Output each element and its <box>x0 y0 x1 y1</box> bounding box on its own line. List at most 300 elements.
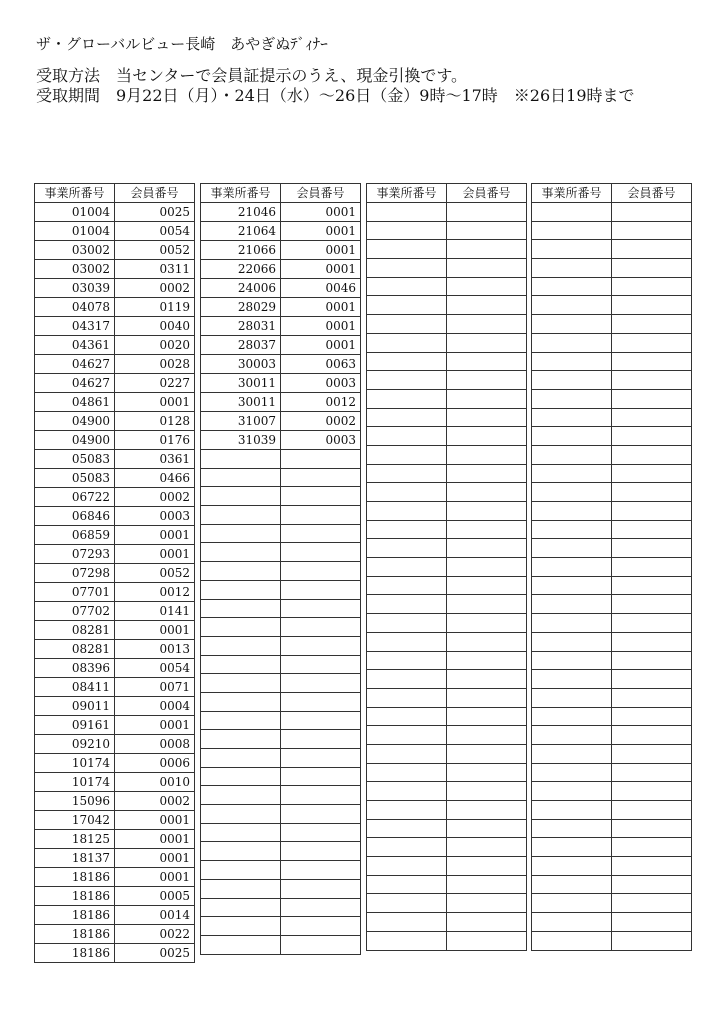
table-row <box>532 632 692 651</box>
office-number-cell <box>367 371 447 390</box>
member-number-cell <box>612 240 692 259</box>
office-number-cell <box>201 506 281 525</box>
table-row <box>532 502 692 521</box>
member-table-2 <box>200 183 361 955</box>
office-number-cell: 30011 <box>201 374 281 393</box>
table-row <box>35 944 195 963</box>
member-number-cell: 0001 <box>281 298 361 317</box>
document-title: ザ・グローバルビュー長崎 あやぎぬﾃﾞｨﾅｰ <box>36 35 328 53</box>
member-number-cell <box>612 801 692 820</box>
member-number-cell <box>447 277 527 296</box>
table-row <box>35 279 195 298</box>
member-number-cell <box>612 913 692 932</box>
office-number-cell <box>532 632 612 651</box>
member-number-cell <box>612 333 692 352</box>
office-number-cell: 18186 <box>35 887 115 906</box>
table-row <box>201 412 361 431</box>
table-row <box>367 464 527 483</box>
member-number-cell <box>612 502 692 521</box>
office-column-header: 事業所番号 <box>532 184 612 203</box>
table-row <box>367 838 527 857</box>
member-number-cell: 0001 <box>115 830 195 849</box>
table-row <box>367 427 527 446</box>
office-number-cell <box>367 651 447 670</box>
table-row <box>201 823 361 842</box>
table-row <box>532 221 692 240</box>
member-number-cell <box>612 707 692 726</box>
member-number-cell <box>281 879 361 898</box>
table-row <box>35 336 195 355</box>
office-number-cell <box>532 670 612 689</box>
office-number-cell <box>532 763 612 782</box>
member-number-cell: 0012 <box>281 393 361 412</box>
member-number-cell <box>612 389 692 408</box>
member-number-cell: 0002 <box>115 488 195 507</box>
member-number-cell: 0001 <box>281 203 361 222</box>
table-row <box>201 222 361 241</box>
table-row <box>532 595 692 614</box>
office-number-cell <box>201 730 281 749</box>
office-number-cell: 28031 <box>201 317 281 336</box>
member-number-cell <box>447 371 527 390</box>
table-row <box>201 655 361 674</box>
member-number-cell <box>612 632 692 651</box>
member-number-cell: 0001 <box>115 716 195 735</box>
table-row <box>367 763 527 782</box>
member-number-cell <box>612 315 692 334</box>
office-number-cell <box>201 711 281 730</box>
table-row <box>367 558 527 577</box>
member-number-cell <box>447 688 527 707</box>
table-row <box>35 431 195 450</box>
member-number-cell <box>447 857 527 876</box>
table-row <box>367 371 527 390</box>
member-number-cell <box>612 614 692 633</box>
table-row <box>35 716 195 735</box>
office-number-cell <box>367 838 447 857</box>
member-number-cell <box>612 520 692 539</box>
member-number-cell <box>281 842 361 861</box>
table-row <box>201 805 361 824</box>
member-number-cell <box>447 203 527 222</box>
member-number-cell <box>447 259 527 278</box>
office-number-cell <box>367 464 447 483</box>
member-number-cell: 0002 <box>115 279 195 298</box>
member-number-cell <box>281 636 361 655</box>
office-number-cell: 09011 <box>35 697 115 716</box>
office-number-cell <box>201 842 281 861</box>
table-row <box>201 674 361 693</box>
member-number-cell <box>281 524 361 543</box>
office-number-cell <box>367 483 447 502</box>
office-number-cell <box>367 203 447 222</box>
table-row <box>367 595 527 614</box>
table-row <box>367 651 527 670</box>
table-row <box>35 868 195 887</box>
member-number-cell: 0001 <box>115 526 195 545</box>
table-row <box>201 599 361 618</box>
table-row <box>367 726 527 745</box>
office-number-cell <box>367 520 447 539</box>
office-number-cell: 30003 <box>201 355 281 374</box>
table-row <box>367 931 527 950</box>
office-number-cell <box>367 277 447 296</box>
table-row <box>35 735 195 754</box>
office-number-cell <box>532 389 612 408</box>
table-row <box>532 651 692 670</box>
table-row <box>35 450 195 469</box>
table-row <box>201 487 361 506</box>
member-number-cell: 0014 <box>115 906 195 925</box>
office-number-cell <box>367 539 447 558</box>
member-number-cell <box>612 221 692 240</box>
office-number-cell <box>367 427 447 446</box>
table-row <box>367 913 527 932</box>
office-number-cell <box>367 763 447 782</box>
member-number-cell <box>612 894 692 913</box>
member-number-cell: 0046 <box>281 279 361 298</box>
table-row <box>35 773 195 792</box>
office-number-cell <box>532 539 612 558</box>
member-number-cell <box>447 483 527 502</box>
member-number-cell <box>612 875 692 894</box>
table-row <box>367 352 527 371</box>
member-number-cell <box>612 838 692 857</box>
office-number-cell <box>367 857 447 876</box>
office-number-cell <box>532 371 612 390</box>
member-number-cell: 0001 <box>281 241 361 260</box>
office-number-cell <box>367 931 447 950</box>
table-row <box>532 520 692 539</box>
member-number-cell <box>281 823 361 842</box>
member-number-cell <box>281 861 361 880</box>
table-row <box>35 602 195 621</box>
table-row <box>532 427 692 446</box>
office-number-cell <box>367 744 447 763</box>
table-row <box>201 450 361 469</box>
office-number-cell <box>367 221 447 240</box>
member-number-cell: 0002 <box>281 412 361 431</box>
member-number-cell <box>447 333 527 352</box>
office-number-cell <box>532 464 612 483</box>
table-row <box>532 894 692 913</box>
table-row <box>367 502 527 521</box>
table-row <box>367 801 527 820</box>
table-row <box>35 222 195 241</box>
office-number-cell <box>201 786 281 805</box>
pickup-method: 受取方法 当センターで会員証提示のうえ、現金引換です。 <box>36 66 468 85</box>
table-row <box>367 875 527 894</box>
member-number-cell: 0001 <box>281 317 361 336</box>
office-number-cell <box>532 221 612 240</box>
office-number-cell: 04361 <box>35 336 115 355</box>
table-row <box>201 730 361 749</box>
table-row <box>35 545 195 564</box>
member-number-cell <box>612 371 692 390</box>
member-number-cell: 0040 <box>115 317 195 336</box>
table-row <box>367 296 527 315</box>
office-number-cell <box>201 767 281 786</box>
member-number-cell <box>612 408 692 427</box>
member-number-cell <box>447 464 527 483</box>
office-number-cell <box>201 636 281 655</box>
office-number-cell: 09210 <box>35 735 115 754</box>
table-row <box>532 539 692 558</box>
office-number-cell: 22066 <box>201 260 281 279</box>
member-number-cell <box>447 595 527 614</box>
office-number-cell <box>201 450 281 469</box>
table-row <box>367 445 527 464</box>
member-number-cell <box>447 707 527 726</box>
member-number-cell: 0003 <box>281 374 361 393</box>
member-number-cell <box>612 558 692 577</box>
office-number-cell: 07298 <box>35 564 115 583</box>
table-row <box>201 260 361 279</box>
member-number-cell <box>612 931 692 950</box>
office-number-cell <box>532 838 612 857</box>
table-row <box>201 767 361 786</box>
office-number-cell <box>201 655 281 674</box>
office-number-cell <box>201 917 281 936</box>
office-number-cell <box>367 875 447 894</box>
office-number-cell <box>532 782 612 801</box>
table-row <box>201 279 361 298</box>
member-number-cell <box>447 744 527 763</box>
member-number-cell: 0001 <box>115 849 195 868</box>
table-header-row <box>367 184 527 203</box>
office-number-cell <box>532 315 612 334</box>
table-row <box>35 678 195 697</box>
member-number-cell <box>612 352 692 371</box>
table-row <box>35 355 195 374</box>
table-row <box>201 317 361 336</box>
member-number-cell <box>447 838 527 857</box>
member-table-3 <box>366 183 527 951</box>
office-number-cell <box>367 408 447 427</box>
member-number-cell <box>447 315 527 334</box>
member-number-cell <box>612 670 692 689</box>
table-row <box>35 298 195 317</box>
member-number-cell: 0311 <box>115 260 195 279</box>
member-number-cell <box>281 655 361 674</box>
office-number-cell <box>532 819 612 838</box>
table-row <box>35 640 195 659</box>
office-number-cell <box>201 562 281 581</box>
table-row <box>367 819 527 838</box>
table-row <box>367 520 527 539</box>
member-number-cell: 0010 <box>115 773 195 792</box>
office-number-cell <box>367 801 447 820</box>
table-row <box>367 277 527 296</box>
office-number-cell <box>532 576 612 595</box>
member-table-4 <box>531 183 692 951</box>
office-number-cell <box>532 875 612 894</box>
member-number-cell <box>281 468 361 487</box>
member-number-cell <box>447 539 527 558</box>
table-row <box>201 711 361 730</box>
office-number-cell <box>532 259 612 278</box>
member-number-cell <box>281 749 361 768</box>
member-number-cell: 0022 <box>115 925 195 944</box>
office-number-cell <box>532 894 612 913</box>
member-number-cell <box>281 450 361 469</box>
table-row <box>532 763 692 782</box>
table-row <box>532 315 692 334</box>
office-number-cell <box>201 823 281 842</box>
office-number-cell: 09161 <box>35 716 115 735</box>
office-number-cell: 07293 <box>35 545 115 564</box>
office-number-cell <box>367 782 447 801</box>
office-number-cell: 04317 <box>35 317 115 336</box>
member-number-cell: 0001 <box>115 868 195 887</box>
member-number-cell <box>281 580 361 599</box>
table-row <box>201 543 361 562</box>
table-row <box>532 614 692 633</box>
table-row <box>35 830 195 849</box>
table-header-row <box>532 184 692 203</box>
table-row <box>35 412 195 431</box>
table-row <box>367 707 527 726</box>
member-number-cell <box>447 240 527 259</box>
table-row <box>201 749 361 768</box>
member-number-cell <box>281 767 361 786</box>
member-number-cell <box>281 711 361 730</box>
table-row <box>35 906 195 925</box>
table-row <box>532 408 692 427</box>
table-row <box>35 507 195 526</box>
table-row <box>367 221 527 240</box>
office-number-cell <box>367 707 447 726</box>
table-row <box>201 618 361 637</box>
office-column-header: 事業所番号 <box>35 184 115 203</box>
office-number-cell <box>532 445 612 464</box>
office-number-cell <box>367 688 447 707</box>
table-row <box>532 931 692 950</box>
member-number-cell: 0054 <box>115 222 195 241</box>
table-row <box>35 792 195 811</box>
member-number-cell <box>612 576 692 595</box>
member-number-cell <box>612 427 692 446</box>
office-number-cell: 15096 <box>35 792 115 811</box>
office-number-cell <box>532 651 612 670</box>
table-row <box>367 389 527 408</box>
table-row <box>35 659 195 678</box>
table-row <box>201 861 361 880</box>
office-number-cell <box>532 502 612 521</box>
member-column-header: 会員番号 <box>447 184 527 203</box>
office-number-cell <box>532 595 612 614</box>
office-number-cell: 04627 <box>35 355 115 374</box>
office-number-cell: 03039 <box>35 279 115 298</box>
office-number-cell: 21064 <box>201 222 281 241</box>
table-row <box>532 913 692 932</box>
office-number-cell: 28029 <box>201 298 281 317</box>
table-row <box>532 277 692 296</box>
member-number-cell: 0141 <box>115 602 195 621</box>
member-number-cell <box>447 445 527 464</box>
office-number-cell: 17042 <box>35 811 115 830</box>
office-number-cell <box>532 483 612 502</box>
member-number-cell <box>447 651 527 670</box>
table-row <box>35 583 195 602</box>
office-number-cell <box>367 558 447 577</box>
office-number-cell <box>532 352 612 371</box>
table-row <box>35 203 195 222</box>
member-number-cell <box>612 744 692 763</box>
office-number-cell: 04078 <box>35 298 115 317</box>
table-row <box>532 688 692 707</box>
table-row <box>367 614 527 633</box>
office-number-cell <box>532 277 612 296</box>
member-number-cell <box>447 576 527 595</box>
member-number-cell <box>612 203 692 222</box>
office-number-cell <box>367 389 447 408</box>
office-number-cell: 21046 <box>201 203 281 222</box>
member-number-cell: 0001 <box>115 545 195 564</box>
table-row <box>35 754 195 773</box>
office-number-cell: 28037 <box>201 336 281 355</box>
member-number-cell <box>281 562 361 581</box>
table-row <box>532 259 692 278</box>
member-number-cell <box>281 935 361 954</box>
table-row <box>201 506 361 525</box>
member-number-cell: 0001 <box>115 393 195 412</box>
table-row <box>367 857 527 876</box>
table-row <box>201 203 361 222</box>
member-column-header: 会員番号 <box>612 184 692 203</box>
member-number-cell: 0063 <box>281 355 361 374</box>
office-number-cell <box>532 744 612 763</box>
office-number-cell <box>532 707 612 726</box>
table-row <box>201 393 361 412</box>
office-number-cell <box>201 898 281 917</box>
table-row <box>532 576 692 595</box>
table-row <box>35 697 195 716</box>
office-number-cell <box>367 445 447 464</box>
office-number-cell <box>201 692 281 711</box>
office-number-cell: 18125 <box>35 830 115 849</box>
member-number-cell <box>612 277 692 296</box>
table-row <box>532 726 692 745</box>
office-number-cell <box>367 913 447 932</box>
table-row <box>532 819 692 838</box>
office-number-cell: 24006 <box>201 279 281 298</box>
member-number-cell: 0052 <box>115 241 195 260</box>
table-row <box>201 374 361 393</box>
table-row <box>367 203 527 222</box>
office-number-cell: 08281 <box>35 640 115 659</box>
office-number-cell <box>367 259 447 278</box>
office-number-cell: 07702 <box>35 602 115 621</box>
table-row <box>35 621 195 640</box>
member-number-cell: 0013 <box>115 640 195 659</box>
member-number-cell <box>612 688 692 707</box>
member-number-cell <box>447 726 527 745</box>
member-number-cell <box>612 726 692 745</box>
office-number-cell <box>532 240 612 259</box>
member-number-cell <box>281 692 361 711</box>
office-number-cell: 05083 <box>35 450 115 469</box>
member-number-cell <box>447 782 527 801</box>
office-number-cell: 04900 <box>35 412 115 431</box>
office-number-cell <box>367 315 447 334</box>
member-number-cell <box>281 618 361 637</box>
office-number-cell <box>201 468 281 487</box>
table-row <box>532 203 692 222</box>
table-row <box>532 875 692 894</box>
member-number-cell <box>447 408 527 427</box>
member-number-cell <box>447 875 527 894</box>
